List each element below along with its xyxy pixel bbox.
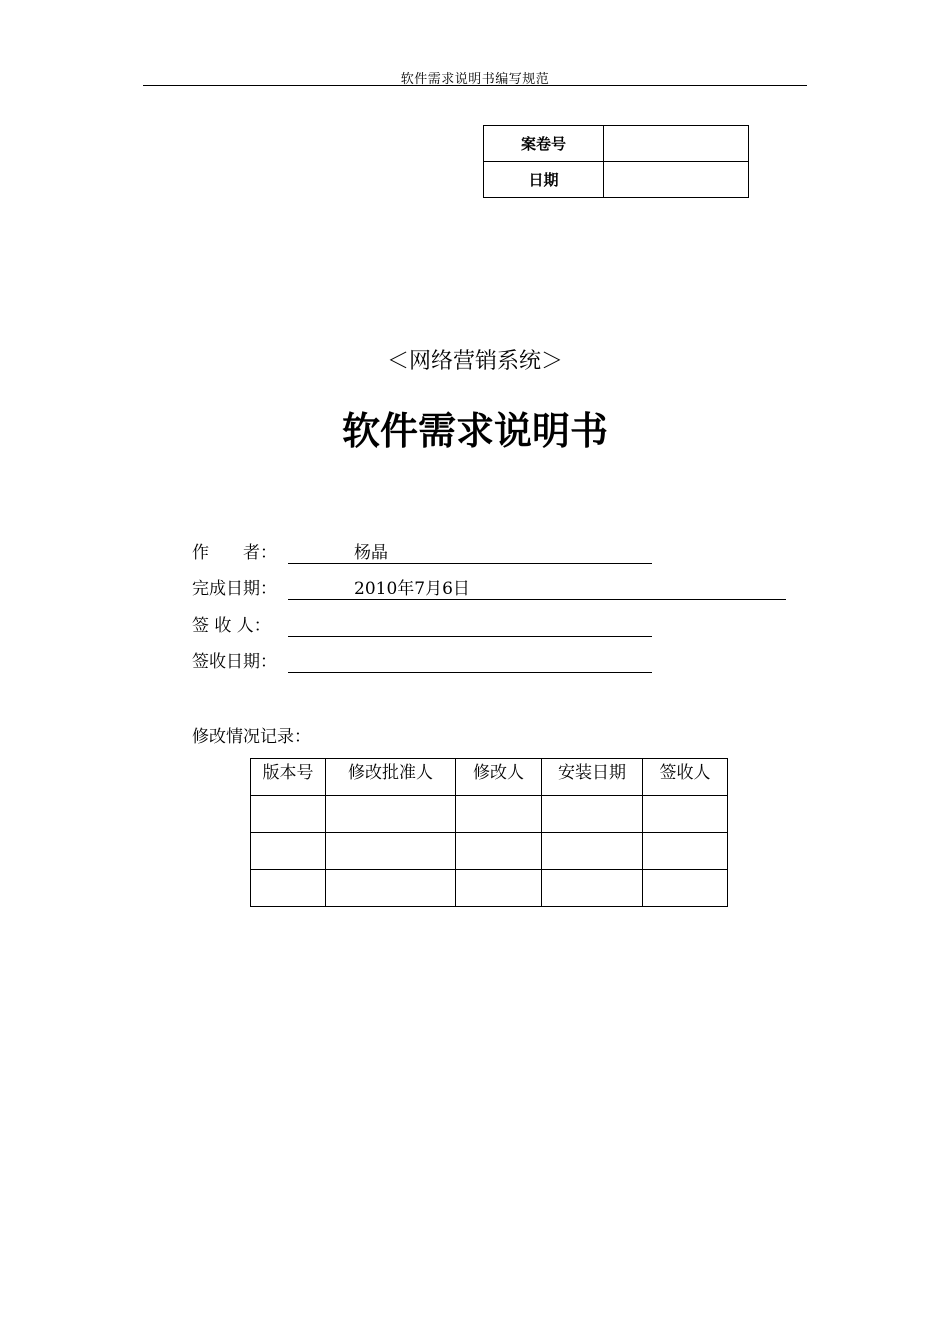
- revision-record-label: 修改情况记录：: [192, 727, 311, 747]
- completion-date-value: 2010年7月6日: [354, 579, 470, 599]
- document-title: 软件需求说明书: [341, 409, 608, 453]
- header-divider: [143, 85, 807, 86]
- column-header: 修改批准人: [326, 759, 456, 796]
- table-cell: [251, 833, 326, 870]
- table-cell: [456, 796, 542, 833]
- table-row: [251, 870, 728, 907]
- revision-table: [250, 758, 728, 907]
- table-cell: [542, 833, 643, 870]
- table-cell: [643, 870, 728, 907]
- table-cell: [542, 796, 643, 833]
- receipt-date-underline: [288, 672, 652, 673]
- table-cell: [326, 796, 456, 833]
- author-underline: [288, 563, 652, 564]
- table-cell: [456, 870, 542, 907]
- column-header: 修改人: [456, 759, 542, 796]
- file-info-row: [484, 126, 749, 162]
- revision-header-row: [251, 759, 728, 796]
- case-number-value: [604, 126, 749, 162]
- date-value: [604, 162, 749, 198]
- author-label: 作 者：: [192, 543, 277, 563]
- column-header: 安装日期: [542, 759, 643, 796]
- column-header: 签收人: [643, 759, 728, 796]
- table-cell: [542, 870, 643, 907]
- page-header-title: 软件需求说明书编写规范: [400, 72, 550, 87]
- table-row: [251, 833, 728, 870]
- table-cell: [643, 833, 728, 870]
- date-label: 日期: [484, 162, 604, 198]
- table-cell: [643, 796, 728, 833]
- receipt-date-label: 签收日期：: [192, 652, 277, 672]
- table-cell: [326, 833, 456, 870]
- file-info-row: [484, 162, 749, 198]
- file-info-table: [483, 125, 749, 198]
- case-number-label: 案卷号: [484, 126, 604, 162]
- project-subtitle: ＜网络营销系统＞: [386, 349, 563, 374]
- table-cell: [456, 833, 542, 870]
- recipient-label: 签 收 人：: [192, 616, 271, 636]
- table-cell: [326, 870, 456, 907]
- completion-date-label: 完成日期：: [192, 579, 277, 599]
- table-row: [251, 796, 728, 833]
- table-cell: [251, 796, 326, 833]
- column-header: 版本号: [251, 759, 326, 796]
- author-value: 杨晶: [354, 543, 388, 563]
- recipient-underline: [288, 636, 652, 637]
- table-cell: [251, 870, 326, 907]
